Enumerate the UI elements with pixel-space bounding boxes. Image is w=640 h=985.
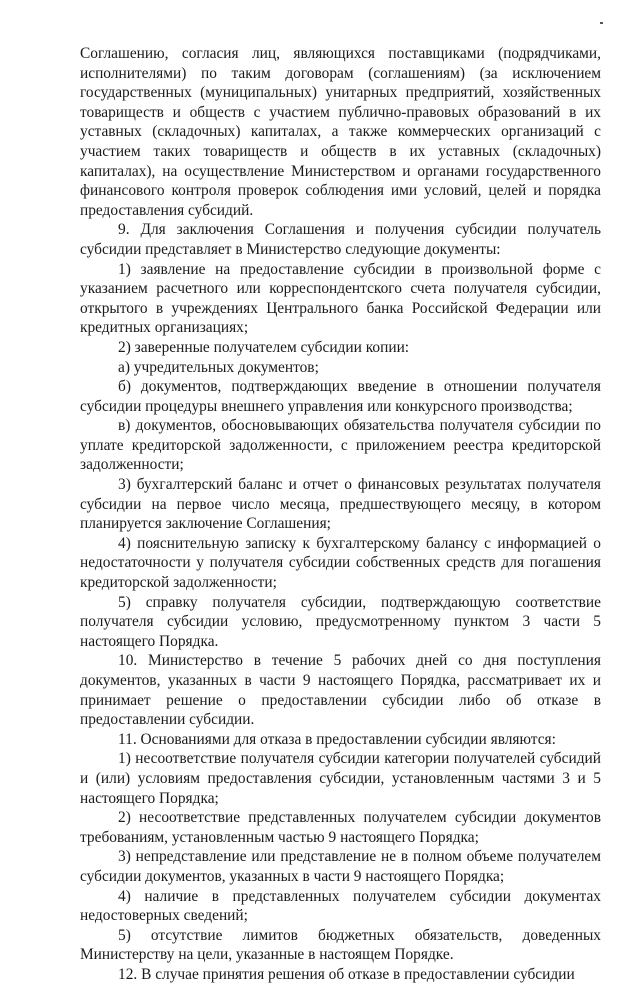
document-page — [80, 44, 601, 985]
paragraph-9-item-2a: а) учредительных документов; — [118, 358, 319, 376]
paragraph-9-item-2v: в) документов, обосновывающих обязательства получателя субсидии по уплате кредиторской задолженности, с приложением реестра кредиторской задолженности; — [80, 417, 601, 474]
paragraph-11-item-1: 1) несоответствие получателя субсидии категории получателей субсидий и (или) условиям предоставления субсидии, установленным частями 3 и 5 настоящего Порядка; — [80, 750, 601, 807]
paragraph-11-item-5: 5) отсутствие лимитов бюджетных обязательств, доведенных Министерству на цели, указанные в настоящем Порядке. — [80, 926, 601, 964]
scan-mark — [600, 22, 603, 24]
paragraph-9-item-4: 4) пояснительную записку к бухгалтерскому балансу с информацией о недостаточности у получателя субсидии собственных средств для погашения кредиторской задолженности; — [80, 534, 601, 592]
paragraph-11-item-3: 3) непредставление или представление не в полном объеме получателем субсидии документов, указанных в части 9 настоящего Порядка; — [80, 848, 601, 885]
paragraph-9-item-2b: б) документов, подтверждающих введение в отношении получателя субсидии процедуры внешнего управления или конкурсного производства; — [80, 378, 601, 415]
paragraph-9: 9. Для заключения Соглашения и получения субсидии получатель субсидии представляет в Министерство следующие документы: — [80, 221, 601, 258]
paragraph-10: 10. Министерство в течение 5 рабочих дней со дня поступления документов, указанных в части 9 настоящего Порядка, рассматривает их и принимает решение о предоставлении субсидии либо об отказе в предоставлении субсидии. — [80, 652, 601, 729]
paragraph-9-item-5: 5) справку получателя субсидии, подтверждающую соответствие получателя субсидии условию, предусмотренному пунктом 3 части 5 настоящего Порядка. — [80, 593, 601, 650]
paragraph-continuation: Соглашению, согласия лиц, являющихся поставщиками (подрядчиками, исполнителями) по таким договорам (соглашениям) (за исключением государственных (муниципальных) унитарных предприятий, хозяйственных товариществ и обществ с участием публично-правовых образований в их уставных (складочных) капиталах, а также коммерческих организаций с участием таких товариществ и обществ в их уставных (складочных) капиталах), на осуществление Министерством и органами государственного финансового контроля проверок соблюдения ими условий, целей и порядка предоставления субсидий. — [80, 45, 601, 219]
paragraph-9-item-1: 1) заявление на предоставление субсидии в произвольной форме с указанием расчетного или корреспондентского счета получателя субсидии, открытого в учреждениях Центрального банка Российской Федерации или кредитных организациях; — [80, 260, 601, 337]
paragraph-9-item-3: 3) бухгалтерский баланс и отчет о финансовых результатах получателя субсидии на первое число месяца, предшествующего месяцу, в котором планируется заключение Соглашения; — [80, 476, 601, 533]
paragraph-9-item-2: 2) заверенные получателем субсидии копии: — [118, 338, 410, 356]
paragraph-11-item-2: 2) несоответствие представленных получателем субсидии документов требованиям, установленным частью 9 настоящего Порядка; — [80, 809, 601, 846]
paragraph-12: 12. В случае принятия решения об отказе в предоставлении субсидии — [118, 965, 575, 983]
paragraph-11-item-4: 4) наличие в представленных получателем субсидии документах недостоверных сведений; — [80, 887, 601, 925]
paragraph-11: 11. Основаниями для отказа в предоставлении субсидии являются: — [118, 730, 556, 748]
